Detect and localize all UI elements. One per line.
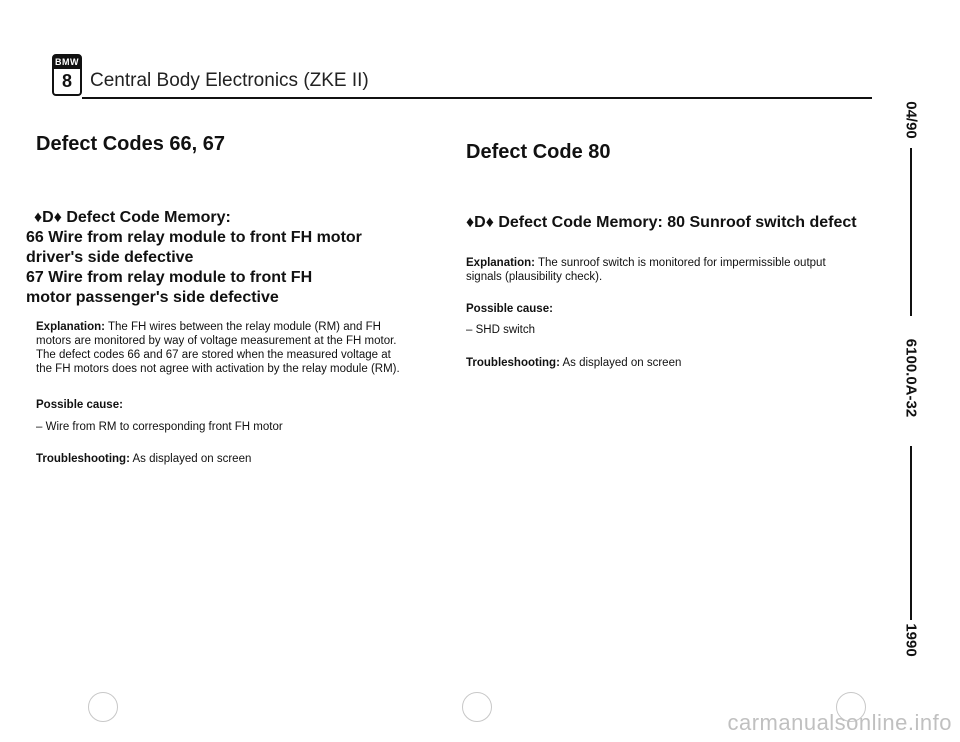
left-defect-memory: [26, 208, 426, 308]
binder-hole: [462, 692, 492, 722]
right-section-title: Defect Code 80: [466, 141, 611, 163]
logo-brand: BMW: [55, 57, 79, 67]
left-explanation-label: Explanation:: [36, 321, 106, 333]
header-divider: [82, 97, 872, 99]
code-67: 67 Wire from relay module to front FH motor passenger's side defective: [26, 269, 313, 306]
logo-series: 8: [61, 71, 72, 91]
left-explanation: [36, 320, 408, 376]
right-troubleshooting: [466, 356, 681, 370]
right-explanation-text: The sunroof switch is monitored for impermissible output signals (plausibility check).: [466, 257, 826, 283]
left-troubleshooting-text: As displayed on screen: [132, 453, 252, 465]
right-explanation: [466, 256, 841, 284]
code-66: 66 Wire from relay module to front FH motor driver's side defective: [26, 229, 362, 266]
binder-hole: [88, 692, 118, 722]
margin-page-ref: 6100.0A-32: [902, 338, 920, 418]
margin-rule-top: [910, 148, 912, 316]
left-possible-cause-item: – Wire from RM to corresponding front FH motor: [36, 421, 283, 433]
right-possible-cause-item: – SHD switch: [466, 324, 536, 336]
right-troubleshooting-label: Troubleshooting:: [466, 357, 560, 369]
left-troubleshooting-label: Troubleshooting:: [36, 453, 130, 465]
manual-title: Central Body Electronics (ZKE II): [90, 70, 369, 91]
watermark: carmanualsonline.info: [727, 710, 952, 735]
margin-rule-bottom: [910, 446, 912, 620]
right-possible-cause-label: Possible cause:: [466, 303, 553, 315]
right-memory-label: ♦D♦ Defect Code Memory:: [466, 214, 663, 231]
right-defect-memory: [466, 213, 857, 233]
code-80: 80 Sunroof switch defect: [667, 214, 857, 231]
right-troubleshooting-text: As displayed on screen: [562, 357, 682, 369]
left-section-title: Defect Codes 66, 67: [36, 133, 225, 155]
left-memory-label: ♦D♦ Defect Code Memory:: [34, 209, 231, 226]
bmw-logo: [52, 54, 82, 96]
left-explanation-text: The FH wires between the relay module (RM) and FH motors are monitored by way of voltage measurement at the FH motor. The defect codes 66 and 67 are stored when the measured voltage at the FH motors does not agree with activation by the relay module (RM).: [36, 321, 400, 375]
margin-date: 04/90: [902, 101, 920, 139]
left-possible-cause-label: Possible cause:: [36, 399, 123, 411]
left-troubleshooting: [36, 452, 251, 466]
margin-year: 1990: [902, 623, 920, 657]
right-explanation-label: Explanation:: [466, 257, 536, 269]
